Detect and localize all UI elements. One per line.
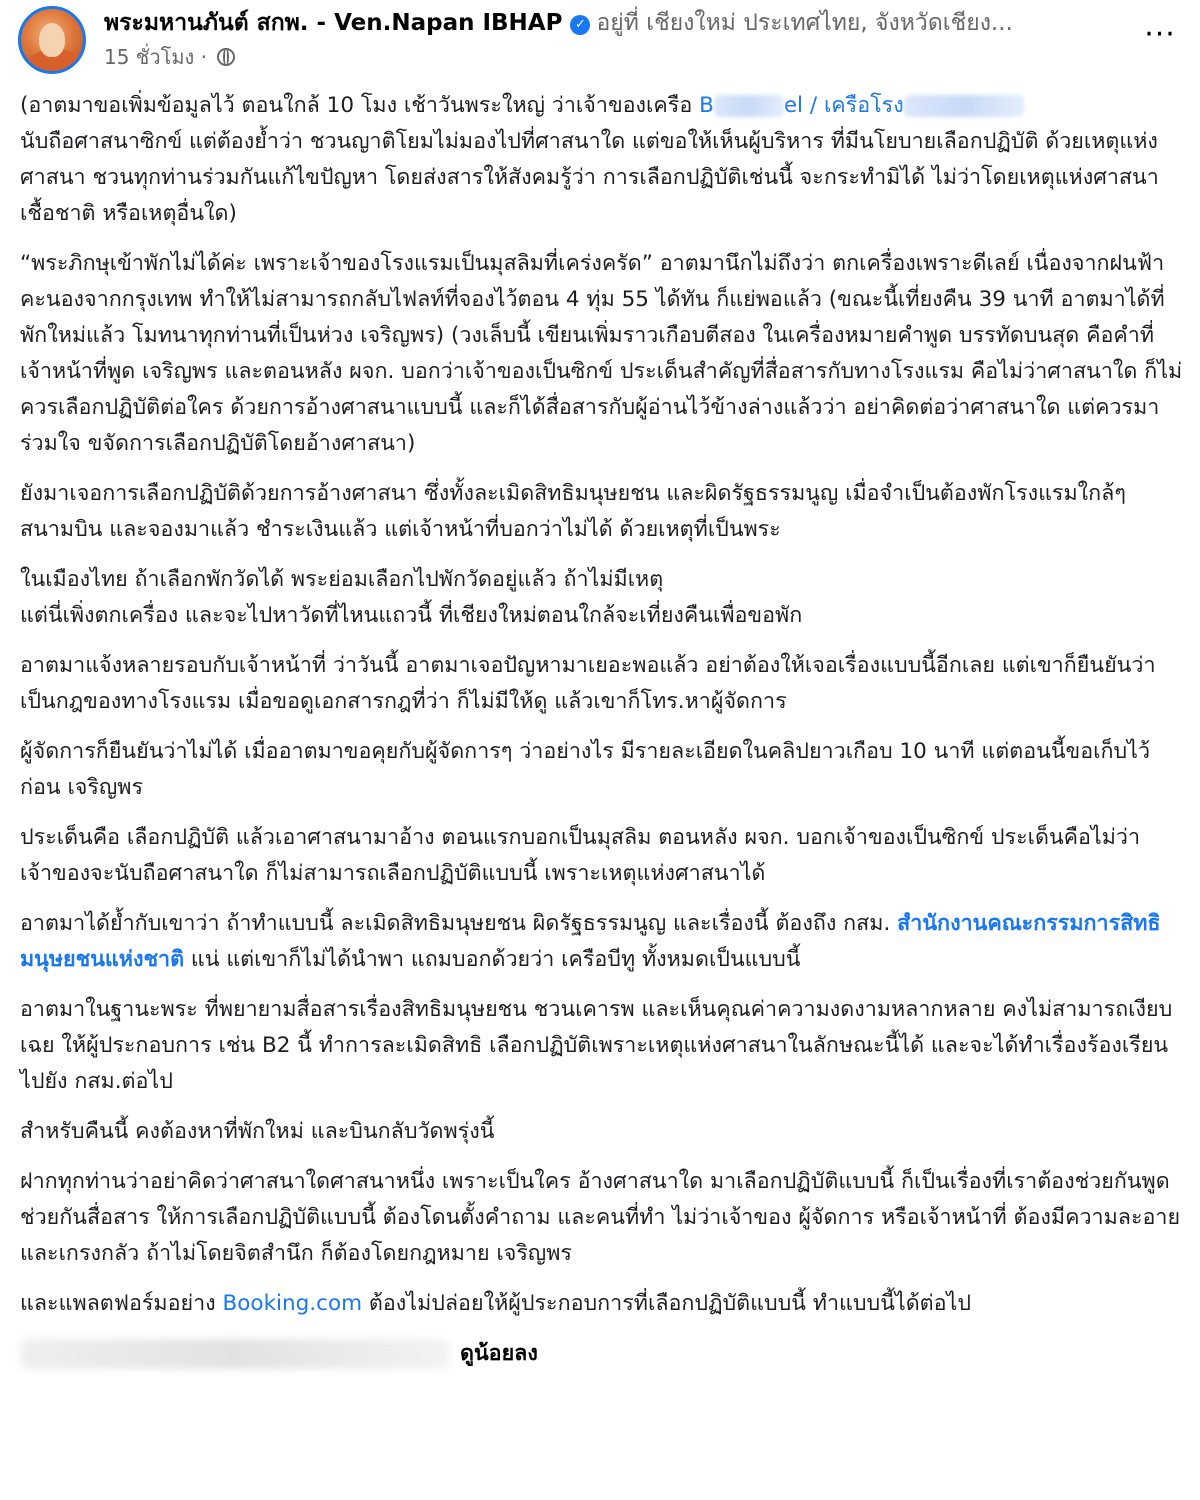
booking-link[interactable]: Booking.com [222,1291,363,1316]
paragraph-7: ประเด็นคือ เลือกปฏิบัติ แล้วเอาศาสนามาอ้าง ตอนแรกบอกเป็นมุสลิม ตอนหลัง ผจก. บอกเจ้าของเป็นซิกข์ ประเด็นคือไม่ว่าเจ้าของจะนับถือศาสนาใด ก็ไม่สามารถเลือกปฏิบัติแบบนี้ เพราะเหตุแห่งศาสนาได้ [20,825,1141,886]
see-less-row [20,1336,1184,1372]
post-body [20,88,1184,1386]
globe-icon[interactable] [217,48,235,66]
p1-text-end: นับถือศาสนาซิกข์ แต่ต้องย้ำว่า ชวนญาติโยมไม่มองไปที่ศาสนาใด แต่ขอให้เห็นผู้บริหาร ที่มีนโยบายเลือกปฏิบัติ ด้วยเหตุแห่งศาสนา ชวนทุกท่านร่วมกันแก้ไขปัญหา โดยส่งสารให้สังคมรู้ว่า การเลือกปฏิบัติเช่นนี้ จะกระทำมิได้ ไม่ว่าโดยเหตุแห่งศาสนา เชื้อชาติ หรือเหตุอื่นใด) [20,129,1159,226]
paragraph-3: ยังมาเจอการเลือกปฏิบัติด้วยการอ้างศาสนา ซึ่งทั้งละเมิดสิทธิมนุษยชน และผิดรัฐธรรมนูญ เมื่อจำเป็นต้องพักโรงแรมใกล้ๆ สนามบิน และจองมาแล้ว ชำระเงินแล้ว แต่เจ้าหน้าที่บอกว่าไม่ได้ ด้วยเหตุที่เป็นพระ [20,481,1126,542]
post-meta [104,42,235,72]
paragraph-11: ฝากทุกท่านว่าอย่าคิดว่าศาสนาใดศาสนาหนึ่ง เพราะเป็นใคร อ้างศาสนาใด มาเลือกปฏิบัติแบบนี้ ก็เป็นเรื่องที่เราต้องช่วยกันพูด ช่วยกันสื่อสาร ให้การเลือกปฏิบัติแบบนี้ ต้องโดนตั้งคำถาม และคนที่ทำ ไม่ว่าเจ้าของ ผู้จัดการ หรือเจ้าหน้าที่ ต้องมีความละอาย และเกรงกลัว ถ้าไม่โดยจิตสำนึก ก็ต้องโดยกฎหมาย เจริญพร [20,1169,1181,1266]
author-name[interactable]: พระมหานภันต์ สกพ. - Ven.Napan IBHAP [104,10,563,36]
redacted-blur [714,95,784,117]
location-text[interactable]: อยู่ที่ เชียงใหม่ ประเทศไทย, จังหวัดเชียง... [596,10,1013,36]
paragraph-2: “พระภิกษุเข้าพักไม่ได้ค่ะ เพราะเจ้าของโรงแรมเป็นมุสลิมที่เคร่งครัด” อาตมานึกไม่ถึงว่า ตกเครื่องเพราะดีเลย์ เนื่องจากฝนฟ้าคะนองจากกรุงเทพ ทำให้ไม่สามารถกลับไฟลท์ที่จองไว้ตอน 4 ทุ่ม 55 ได้ทัน ก็แย่พอแล้ว (ขณะนี้เที่ยงคืน 39 นาที อาตมาได้ที่พักใหม่แล้ว โมทนาทุกท่านที่เป็นห่วง เจริญพร) (วงเล็บนี้ เขียนเพิ่มราวเกือบตีสอง ในเครื่องหมายคำพูด บรรทัดบนสุด คือคำที่เจ้าหน้าที่พูด เจริญพร และตอนหลัง ผจก. บอกว่าเจ้าของเป็นซิกข์ ประเด็นสำคัญที่สื่อสารกับทางโรงแรม คือไม่ว่าศาสนาใด ก็ไม่ควรเลือกปฏิบัติต่อใคร ด้วยการอ้างศาสนาแบบนี้ และก็ได้สื่อสารกับผู้อ่านไว้ข้างล่างแล้วว่า อย่าคิดต่อว่าศาสนาใด แต่ควรมาร่วมใจ ขจัดการเลือกปฏิบัติโดยอ้างศาสนา) [20,251,1183,456]
post-time[interactable]: 15 ชั่วโมง [104,45,195,69]
hotel-link[interactable] [699,93,1024,118]
author-avatar[interactable] [18,6,86,74]
paragraph-4 [20,562,1184,634]
paragraph-9: อาตมาในฐานะพระ ที่พยายามสื่อสารเรื่องสิทธิมนุษยชน ชวนเคารพ และเห็นคุณค่าความงดงามหลากหลาย คงไม่สามารถเงียบเฉย ให้ผู้ประกอบการ เช่น B2 นี้ ทำการละเมิดสิทธิ เลือกปฏิบัติเพราะเหตุแห่งศาสนาในลักษณะนี้ได้ และจะได้ทำเรื่องร้องเรียนไปยัง กสม.ต่อไป [20,997,1173,1094]
p8-text-start: อาตมาได้ย้ำกับเขาว่า ถ้าทำแบบนี้ ละเมิดสิทธิมนุษยชน ผิดรัฐธรรมนูญ และเรื่องนี้ ต้องถึง กสม. [20,911,898,936]
p12-text-start: และแพลตฟอร์มอย่าง [20,1291,223,1316]
paragraph-1 [20,88,1184,232]
p4-line-1: ในเมืองไทย ถ้าเลือกพักวัดได้ พระย่อมเลือกไปพักวัดอยู่แล้ว ถ้าไม่มีเหตุ [20,567,664,592]
p4-line-2: แต่นี่เพิ่งตกเครื่อง และจะไปหาวัดที่ไหนแถวนี้ ที่เชียงใหม่ตอนใกล้จะเที่ยงคืนเพื่อขอพัก [20,603,803,628]
redacted-blur [20,1339,450,1369]
meta-separator: · [200,45,208,69]
redacted-blur [904,95,1024,117]
more-options-icon[interactable]: ··· [1144,17,1176,52]
author-line [104,6,1144,40]
paragraph-10: สำหรับคืนนี้ คงต้องหาที่พักใหม่ และบินกลับวัดพรุ่งนี้ [20,1119,495,1144]
post-header [0,0,1200,86]
paragraph-12 [20,1286,1184,1322]
nhrc-link[interactable]: สำนักงานคณะกรรมการสิทธิมนุษยชนแห่งชาติ [20,911,1161,972]
hotel-link-part-a: B [699,93,714,118]
hotel-link-part-b: el / เครือโรง [783,93,904,118]
avatar-face [39,23,65,57]
p1-text-start: (อาตมาขอเพิ่มข้อมูลไว้ ตอนใกล้ 10 โมง เช้าวันพระใหญ่ ว่าเจ้าของเครือ [20,93,700,118]
paragraph-6: ผู้จัดการก็ยืนยันว่าไม่ได้ เมื่ออาตมาขอคุยกับผู้จัดการๆ ว่าอย่างไร มีรายละเอียดในคลิปยาวเกือบ 10 นาที แต่ตอนนี้ขอเก็บไว้ก่อน เจริญพร [20,739,1151,800]
verified-badge-icon: ✓ [570,15,590,35]
see-less-button[interactable]: ดูน้อยลง [460,1341,538,1366]
p8-text-end: แน่ แต่เขาก็ไม่ได้นำพา แถมบอกด้วยว่า เครือบีทู ทั้งหมดเป็นแบบนี้ [184,947,801,972]
paragraph-5: อาตมาแจ้งหลายรอบกับเจ้าหน้าที่ ว่าวันนี้ อาตมาเจอปัญหามาเยอะพอแล้ว อย่าต้องให้เจอเรื่องแบบนี้อีกเลย แต่เขาก็ยืนยันว่าเป็นกฎของทางโรงแรม เมื่อขอดูเอกสารกฎที่ว่า ก็ไม่มีให้ดู แล้วเขาก็โทร.หาผู้จัดการ [20,653,1156,714]
paragraph-8 [20,906,1184,978]
p12-text-end: ต้องไม่ปล่อยให้ผู้ประกอบการที่เลือกปฏิบัติแบบนี้ ทำแบบนี้ได้ต่อไป [362,1291,972,1316]
